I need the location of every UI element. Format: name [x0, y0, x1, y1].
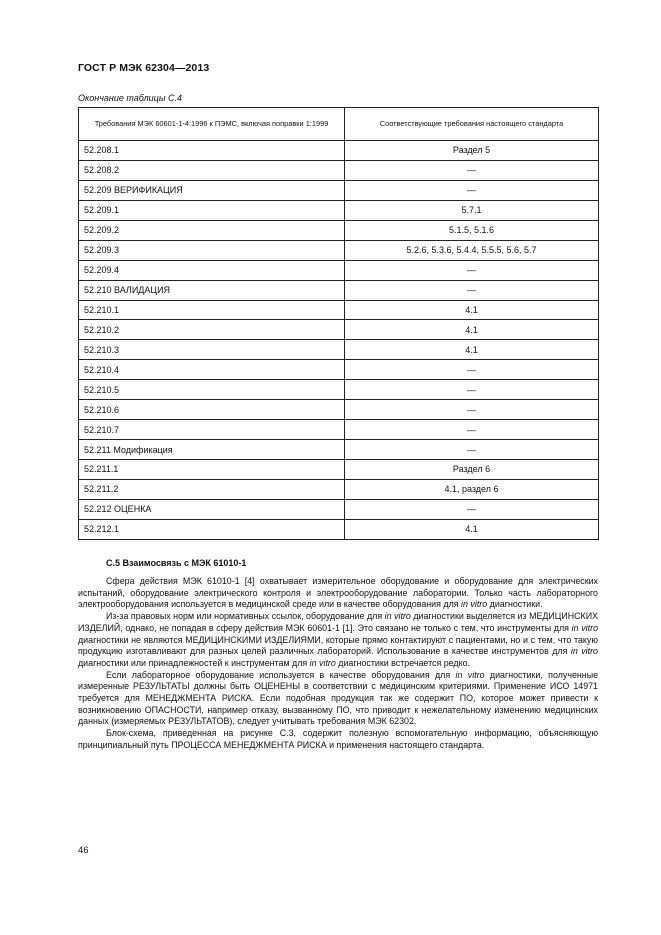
table-row	[79, 220, 599, 240]
page-number: 46	[78, 845, 89, 856]
correspondence-cell: —	[345, 440, 599, 460]
requirement-cell: 52.210.4	[79, 360, 345, 380]
table-row	[79, 360, 599, 380]
requirement-cell: 52.208.2	[79, 160, 345, 180]
table-row	[79, 160, 599, 180]
correspondence-cell: —	[345, 360, 599, 380]
table-row	[79, 460, 599, 480]
requirement-cell: 52.212 ОЦЕНКА	[79, 499, 345, 519]
paragraph: Если лабораторное оборудование используется в качестве оборудования для in vitro диагностики, полученные измеренные РЕЗУЛЬТАТЫ должны быть ОЦЕНЕНЫ в соответствии с медицинским критериями. Применение ИСО 14971 требуется для МЕНЕДЖМЕНТА РИСКА. Если подобная продукция так же содержит ПО, которое может привести к возникновению ОПАСНОСТИ, например отказу, вызванному ПО, что приводит к нежелательному изменению медицинских данных (измеряемых РЕЗУЛЬТАТОВ), следует учитывать требования МЭК 62302.	[78, 669, 599, 727]
requirement-cell: 52.211 Модификация	[79, 440, 345, 460]
correspondence-cell: 5.2.6, 5.3.6, 5.4.4, 5.5.5, 5.6, 5.7	[345, 240, 599, 260]
table-row	[79, 499, 599, 519]
table-row	[79, 479, 599, 499]
requirement-cell: 52.210.7	[79, 420, 345, 440]
correspondence-cell: 5.1.5, 5.1.6	[345, 220, 599, 240]
requirement-cell: 52.209.3	[79, 240, 345, 260]
table-row	[79, 200, 599, 220]
correspondence-cell: 4.1	[345, 320, 599, 340]
requirement-cell: 52.209.2	[79, 220, 345, 240]
requirement-cell: 52.210.3	[79, 340, 345, 360]
table-row	[79, 440, 599, 460]
requirement-cell: 52.209.4	[79, 260, 345, 280]
table-row	[79, 519, 599, 539]
correspondence-cell: 4.1	[345, 300, 599, 320]
correspondence-cell: Раздел 5	[345, 141, 599, 161]
correspondence-cell: —	[345, 180, 599, 200]
requirement-cell: 52.209.1	[79, 200, 345, 220]
correspondence-cell: —	[345, 380, 599, 400]
correspondence-cell: —	[345, 160, 599, 180]
requirement-cell: 52.210.2	[79, 320, 345, 340]
requirement-cell: 52.209 ВЕРИФИКАЦИЯ	[79, 180, 345, 200]
mapping-table	[78, 107, 599, 540]
correspondence-cell: —	[345, 400, 599, 420]
correspondence-cell: Раздел 6	[345, 460, 599, 480]
table-row	[79, 260, 599, 280]
table-row	[79, 380, 599, 400]
correspondence-cell: —	[345, 499, 599, 519]
requirement-cell: 52.212.1	[79, 519, 345, 539]
requirement-cell: 52.211.2	[79, 479, 345, 499]
section-heading: С.5 Взаимосвязь с МЭК 61010-1	[106, 558, 247, 568]
section-body	[78, 576, 598, 752]
table-row	[79, 141, 599, 161]
correspondence-cell: 4.1	[345, 340, 599, 360]
table-body	[79, 141, 599, 540]
correspondence-cell: —	[345, 420, 599, 440]
requirement-cell: 52.211.1	[79, 460, 345, 480]
table-row	[79, 400, 599, 420]
correspondence-cell: —	[345, 260, 599, 280]
paragraph: Сфера действия МЭК 61010-1 [4] охватывает измерительное оборудование и оборудование для электрических испытаний, оборудование электрического контроля и электрооборудование лаборатории. Только часть лабораторного электрооборудования используется в медицинской среде или в качестве оборудования для in vitro диагностики.	[78, 576, 598, 610]
correspondence-cell: —	[345, 280, 599, 300]
table-row	[79, 240, 599, 260]
paragraph: Блок-схема, приведенная на рисунке С.3, содержит полезную вспомогательную информацию, объясняющую принципиальный путь ПРОЦЕССА МЕНЕДЖМЕНТА РИСКА и применения настоящего стандарта.	[78, 728, 598, 750]
table-row	[79, 280, 599, 300]
requirement-cell: 52.210 ВАЛИДАЦИЯ	[79, 280, 345, 300]
column-header-correspondence: Соответствующие требования настоящего стандарта	[345, 108, 599, 141]
column-header-requirements: Требования МЭК 60601-1-4:1996 к ПЭМС, включая поправки 1:1999	[79, 108, 345, 141]
table-row	[79, 180, 599, 200]
table-row	[79, 340, 599, 360]
table-caption: Окончание таблицы С.4	[78, 93, 182, 103]
table-row	[79, 300, 599, 320]
table-row	[79, 420, 599, 440]
requirement-cell: 52.210.1	[79, 300, 345, 320]
correspondence-cell: 5.7.1	[345, 200, 599, 220]
requirement-cell: 52.208.1	[79, 141, 345, 161]
requirement-cell: 52.210.5	[79, 380, 345, 400]
paragraph: Из-за правовых норм или нормативных ссылок, оборудование для in vitro диагностики выделяется из МЕДИЦИНСКИХ ИЗДЕЛИЙ, однако, не попадая в сферу действия МЭК 60601-1 [1]. Это связано не только с тем, что инструменты для in vitro диагностики не являются МЕДИЦИНСКИМИ ИЗДЕЛИЯМИ, которые прямо контактируют с пациентами, но и с тем, что такую продукцию изготавливают для разных целей различных лабораторий. Использование в качестве инструментов для in vitro диагностики или принадлежностей к инструментам для in vitro диагностики встречается редко.	[78, 611, 599, 668]
correspondence-cell: 4.1	[345, 519, 599, 539]
correspondence-cell: 4.1, раздел 6	[345, 479, 599, 499]
table-header-row	[79, 108, 599, 141]
table-row	[79, 320, 599, 340]
requirement-cell: 52.210.6	[79, 400, 345, 420]
document-header: ГОСТ Р МЭК 62304—2013	[78, 62, 210, 74]
